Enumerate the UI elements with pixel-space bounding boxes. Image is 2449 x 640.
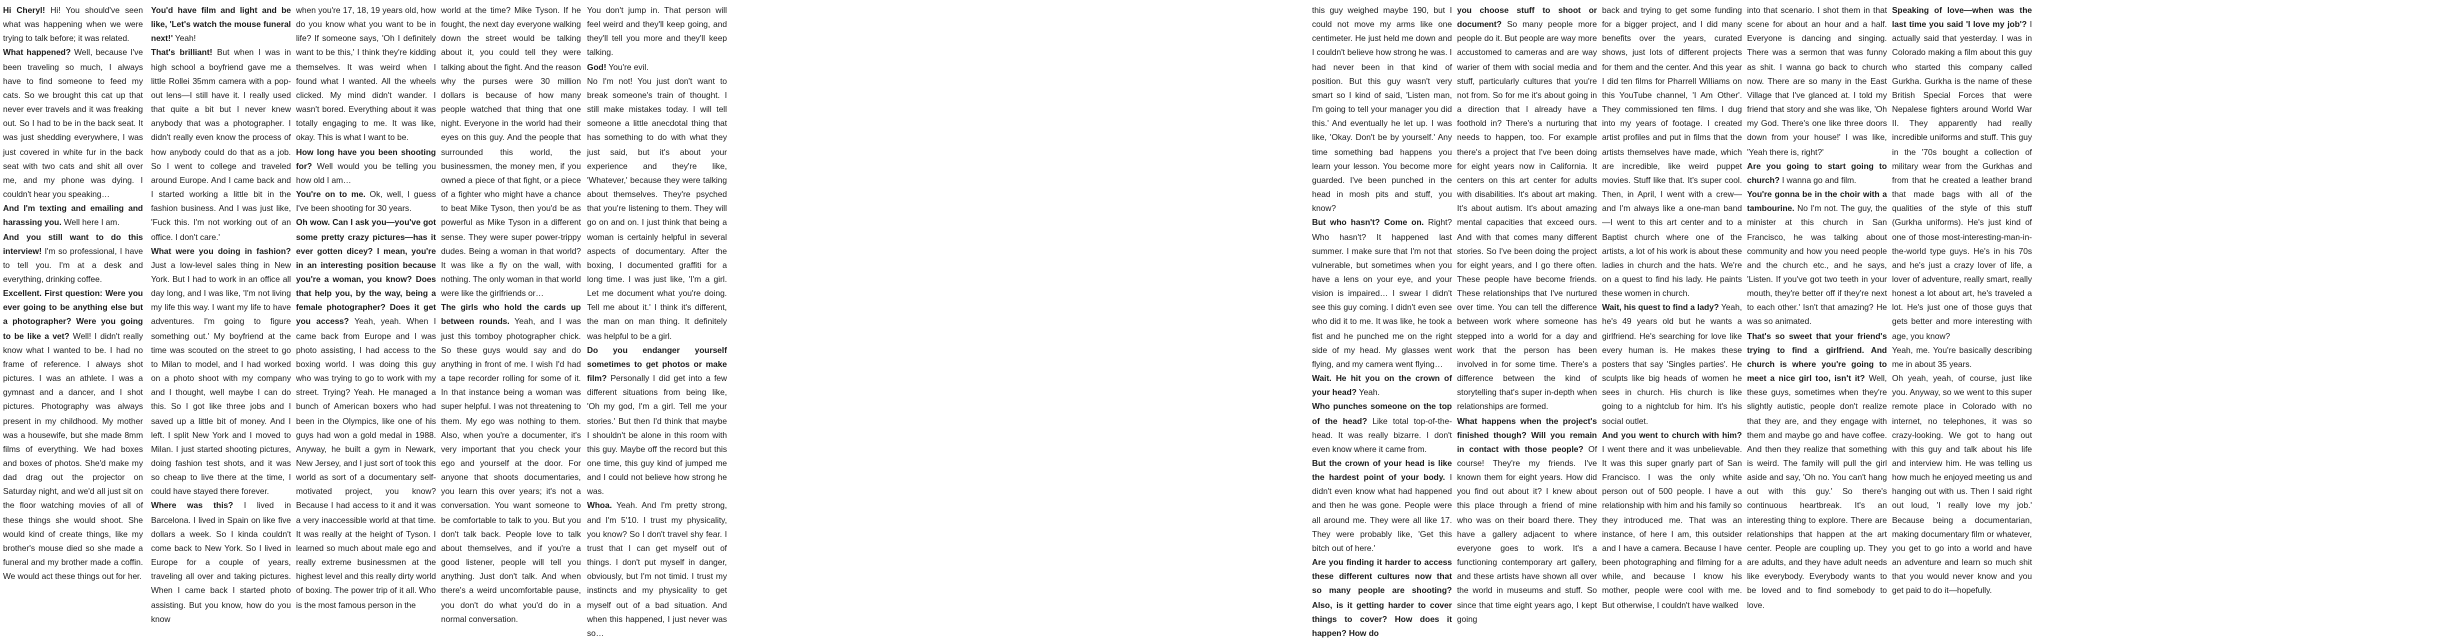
interview-question: Where was this? bbox=[151, 500, 234, 511]
interview-answer: Yeah, and I was just this tomboy photographer chick. So these guys would say and do anything in front of me. I wish I'd had a tape recorder rolling for some of it. In that instance being a woman was super helpful. I was not threatening to them. My ego was nothing to them. Also, when you're a documenter, it's very important that you check your ego and yourself at the door. For anyone that shoots documentaries, you learn this over years; it's not a conversation. You want someone to be comfortable to talk to you. But you don't talk back. People love to talk about themselves, and if you're a good listener, people will tell you anything. Just don't talk. And when there's a weird uncomfortable pause, you don't do what you'd do in a normal conversation. bbox=[441, 316, 582, 624]
interview-answer: I lived in Barcelona. I lived in Spain on like five dollars a week. So I kinda couldn't come back to New York. So I lived in Europe for a couple of years, traveling all over and taking pictures. When I came back I started photo assisting. But you know, how do you know bbox=[151, 500, 292, 624]
interview-paragraph bbox=[151, 244, 291, 499]
interview-question: What happened? bbox=[3, 47, 71, 58]
interview-answer: back and trying to get some funding for a bigger project, and I did many benefits over the years, curated shows, just lots of different projects for them and the center. And this year I did ten films for Pharrell Williams on this YouTube channel, 'I Am Other'. They commissioned ten films. I dug into my years of footage. I created artist profiles and put in films that the artists themselves have made, which are incredible, like weird puppet movies. Stuff like that. It's super cool. Then, in April, I went with a crew—and I'm always like a one-man band—I went to this art center and to a Baptist church where one of the artists, a lot of his work is about these ladies in church and the hats. We're on a quest to find his lady. He paints these women in church. bbox=[1602, 5, 1742, 299]
interview-paragraph bbox=[441, 300, 581, 626]
interview-paragraph bbox=[1602, 3, 1742, 300]
interview-paragraph bbox=[1747, 187, 1887, 329]
interview-paragraph bbox=[3, 201, 143, 229]
interview-question: That's brilliant! bbox=[151, 47, 213, 58]
interview-question: You'd have film and light and be like, 'Let's watch the mouse funeral next!' bbox=[151, 5, 291, 44]
interview-paragraph bbox=[1312, 555, 1452, 640]
interview-paragraph bbox=[1892, 371, 2032, 598]
text-column bbox=[587, 3, 727, 638]
interview-answer: I actually said that yesterday. I was in Colorado making a film about this guy who started this company called Gurkha. Gurkha is the name of these British Special Forces that were Nepalese fighters around World War II. They apparently had really incredible uniforms and stuff. This guy in the '70s bought a collection of military wear from the Gurkhas and from that he created a leather brand that made bags with all of the qualities of the style of this stuff (Gurkha uniforms). He's just kind of one of those most-interesting-man-in-the-world type guys. He's in his 70s and he's just a crazy lover of life, a lover of adventure, really smart, really honest a lot about art, he's traveled a lot. He's just one of those guys that gets better and more interesting with age, you know? bbox=[1892, 19, 2032, 341]
interview-answer: Yeah! bbox=[174, 33, 196, 44]
interview-question: Whoa. bbox=[587, 500, 612, 511]
interview-answer: Well! I didn't really know what I wanted to be. I had no frame of reference. I always shot pictures. I was an athlete. I was a gymnast and a dancer, and I shot pictures. Photography was always present in my childhood. My mother was a housewife, but she made 8mm films of everything. We had boxes and boxes of photos. She'd make my dad drag out the projector on Saturday night, and we'd all just sit on the floor watching movies of all of these things she would shoot. She would kind of create things, like my brother's mouse died so she made a funeral and my brother made a coffin. We would act these things out for her. bbox=[3, 330, 143, 582]
text-column bbox=[1312, 3, 1452, 638]
interview-question: Wait. He hit you on the crown of your head? bbox=[1312, 373, 1452, 398]
text-column bbox=[441, 3, 582, 624]
interview-answer: Like total top-of-the-head. It was really bizarre. I don't even know where it came from. bbox=[1312, 415, 1452, 454]
text-column bbox=[296, 3, 436, 610]
interview-answer: Ok, well, I guess I've been shooting for 30 years. bbox=[296, 189, 436, 214]
interview-paragraph bbox=[1747, 329, 1887, 612]
interview-answer: No I'm not. The guy, the minister at this church in San Francisco, he was talking about community and how you need people and the church etc., and he says, 'Listen. If you've got two teeth in your mouth, they're better off if they're next to each other.' Isn't that amazing? He was so animated. bbox=[1747, 203, 1887, 327]
interview-question: That's so sweet that your friend's trying to find a girlfriend. And church is where you're going to meet a nice girl too, isn't it? bbox=[1747, 330, 1887, 384]
interview-paragraph bbox=[1312, 3, 1452, 215]
text-column bbox=[1457, 3, 1598, 624]
interview-paragraph bbox=[587, 3, 727, 60]
interview-paragraph bbox=[1747, 159, 1887, 187]
interview-question: Wait, his quest to find a lady? bbox=[1602, 302, 1719, 313]
interview-answer: when you're 17, 18, 19 years old, how do you know what you want to be in life? If someone says, 'Oh I definitely want to be this,' I think they're kidding themselves. It was weird when I found what I wanted. All the wheels clicked. My mind didn't wander. I wasn't bored. Everything about it was totally engaging to me. It was like, okay. This is what I want to be. bbox=[296, 5, 436, 143]
interview-question: Are you finding it harder to access these different cultures now that so many people are shooting? Also, is it getting harder to cover things to cover? How does it happen? How do bbox=[1312, 557, 1452, 638]
interview-answer: Of course! They're my friends. I've known them for eight years. How did you find out about it? I knew about this place through a friend of mine who was on their board there. They have a gallery adjacent to where everyone goes to work. It's a functioning contemporary art gallery, and these artists have shown all over the world in museums and stuff. So since that time eight years ago, I kept going bbox=[1457, 443, 1597, 624]
interview-question: Excellent. First question: Were you ever going to be anything else but a photographer? Were you going to be like a vet? bbox=[3, 288, 143, 341]
interview-answer: Yeah. And I'm pretty strong, and I'm 5'10. I trust my physicality, you know? So I don't travel shy fear. I trust that I can get myself out of things. I don't put myself in danger, obviously, but I'm not timid. I trust my instincts and my physicality to get myself out of a bad situation. And when this happened, I just never was so… bbox=[587, 500, 727, 638]
interview-paragraph bbox=[296, 187, 436, 215]
interview-paragraph bbox=[1312, 371, 1452, 399]
interview-answer: into that scenario. I shot them in that scene for about an hour and a half. Everyone is dancing and singing. There was a sermon that was funny as shit. I wanna go back to church now. There are so many in the East Village that I've glanced at. I told my friend that story and she was like, 'Oh my God. There's one like three doors down from your house!' I was like, 'Yeah there is, right?' bbox=[1747, 5, 1887, 157]
interview-question: God! bbox=[587, 61, 607, 72]
interview-question: But the crown of your head is like the hardest point of your body. bbox=[1312, 458, 1452, 483]
interview-question: And you still want to do this interview! bbox=[3, 231, 143, 256]
interview-paragraph bbox=[151, 498, 291, 625]
interview-paragraph bbox=[1312, 399, 1452, 456]
interview-answer: I went there and it was unbelievable. It was this super gnarly part of San Francisco. I was the only white person out of 500 people. I have a relationship with him and his family so they introduced me. That was an instance, of here I am, this outsider and I have a camera. Because I have been photographing and filming for a while, and because I know his mother, people were cool with me. But otherwise, I couldn't have walked bbox=[1602, 443, 1742, 610]
interview-paragraph bbox=[151, 3, 291, 45]
interview-question: you choose stuff to shoot or document? bbox=[1457, 5, 1597, 30]
interview-question: Do you endanger yourself sometimes to get photos or make film? bbox=[587, 344, 727, 384]
interview-paragraph bbox=[1602, 300, 1742, 427]
interview-answer: I wanna go and film. bbox=[1782, 174, 1857, 185]
interview-answer: You don't jump in. That person will feel weird and they'll keep going, and they'll tell you more and they'll keep talking. bbox=[587, 5, 727, 58]
interview-paragraph bbox=[3, 230, 143, 287]
interview-paragraph bbox=[1312, 456, 1452, 555]
interview-answer: Oh yeah, yeah, of course, just like you. Anyway, so we went to this super remote place in Colorado with no internet, no telephones, it was so crazy-looking. We got to hang out with this guy and talk about his life and interview him. He was telling us how much he enjoyed meeting us and hanging out with us. Then I said right out loud, 'I really love my job.' Because being a documentarian, making documentary film or whatever, you get to go into a world and have an adventure and learn so much shit that you would never know and you get paid to do it—hopefully. bbox=[1892, 373, 2032, 596]
interview-question: You're gonna be in the choir with a tambourine. bbox=[1747, 189, 1887, 214]
interview-question: You're on to me. bbox=[296, 189, 366, 200]
interview-question: And you went to church with him? bbox=[1602, 429, 1742, 440]
interview-paragraph bbox=[296, 215, 436, 611]
interview-answer: Yeah, he's 49 years old but he wants a girlfriend. He's searching for love like every human is. He makes these posters that say 'Singles parties'. He sculpts like big heads of women he sees in church. His church is like going to a nightclub for him. It's his social outlet. bbox=[1602, 302, 1743, 426]
interview-question: Speaking of love—when was the last time you said 'I love my job'? bbox=[1892, 5, 2032, 30]
interview-question: Who punches someone on the top of the head? bbox=[1312, 401, 1452, 426]
interview-paragraph bbox=[587, 74, 727, 343]
interview-paragraph bbox=[441, 3, 581, 300]
interview-answer: Yeah, yeah. When I came back from Europe and I was photo assisting, I had access to the boxing world. I was doing this guy who was trying to go to work with my street. Trying? Yeah. He managed a bunch of American boxers who had been in the Olympics, like one of his guys had won a gold medal in 1988. Anyway, he built a gym in Newark, New Jersey, and I just sort of took this world as sort of a documentary self-motivated project, you know? Because I had access to it and it was a very inaccessible world at that time. It was really at the height of Tyson. I learned so much about male ego and really extreme businessmen at the highest level and this really dirty world of boxing. The power trip of it all. Who is the most famous person in the bbox=[296, 316, 436, 610]
interview-paragraph bbox=[296, 145, 436, 187]
interview-question: The girls who hold the cards up between rounds. bbox=[441, 302, 581, 327]
interview-answer: Right? Who hasn't? It happened last summer. I make sure that I'm not that vulnerable, but sometimes when you have a lens on your eye, and your vision is impaired… I swear I didn't see this guy coming. I didn't even see who did it to me. It was like, he took a fist and he punched me on the right side of my head. My glasses went flying, and my camera went flying… bbox=[1312, 217, 1452, 369]
text-column bbox=[1747, 3, 1887, 610]
interview-answer: Yeah, me. You're basically describing me in about 35 years. bbox=[1892, 344, 2032, 369]
interview-answer: I'm so professional, I have to tell you. I'm at a desk and everything, drinking coffee. bbox=[3, 245, 143, 284]
interview-answer: But when I was in high school a boyfriend gave me a little Rollei 35mm camera with a pop-out lens—I still have it. I really used that quite a bit but I never knew anybody that was a photographer. I didn't really even know the process of how anybody could do that as a job. So I went to college and traveled around Europe. And I came back and I started working a little bit in the fashion business. And I was just like, 'Fuck this. I'm not working out of an office. I don't care.' bbox=[151, 47, 291, 242]
interview-paragraph bbox=[296, 3, 436, 145]
interview-question: How long have you been shooting for? bbox=[296, 146, 436, 171]
interview-question: And I'm texting and emailing and harassing you. bbox=[3, 203, 143, 228]
interview-question: Hi Cheryl! bbox=[3, 5, 46, 15]
text-column bbox=[3, 3, 143, 597]
interview-answer: Well would you be telling you how old I am… bbox=[296, 160, 436, 185]
interview-paragraph bbox=[3, 3, 143, 45]
interview-paragraph bbox=[1747, 3, 1887, 159]
interview-paragraph bbox=[1892, 343, 2032, 371]
interview-answer: Just a low-level sales thing in New York. But I had to work in an office all day long, and I was like, 'I'm not living my life this way. I want my life to have adventures. I'm going to figure something out.' My boyfriend at the time was scouted on the street to go to Milan to model, and I had worked on a photo shoot with my company and I thought, well maybe I can do this. So I got like three jobs and I saved up a little bit of money. And I left. I split New York and I moved to Milan. I just started shooting pictures, doing fashion test shots, and it was so cheap to live there at the time, I could have stayed there forever. bbox=[151, 259, 291, 497]
interview-question: What happens when the project's finished though? Will you remain in contact with those people? bbox=[1457, 415, 1597, 454]
interview-answer: Well here I am. bbox=[63, 217, 120, 228]
interview-paragraph bbox=[1602, 428, 1742, 612]
interview-question: Oh wow. Can I ask you—you've got some pretty crazy pictures—has it ever gotten dicey? I mean, you're in an interesting position because you're a woman, you know? Does that help you, by the way, being a female photographer? Does it get you access? bbox=[296, 217, 436, 327]
interview-paragraph bbox=[1312, 215, 1452, 371]
interview-question: Are you going to start going to church? bbox=[1747, 160, 1887, 185]
interview-answer: this guy weighed maybe 190, but I could not move my arms like one centimeter. He just held me down and I couldn't believe how strong he was. I had never been in that kind of position. But this guy wasn't very smart so I kind of said, 'Listen man, I'm going to tell your manager you did this.' And eventually he let up. I was like, 'Okay. Don't be by yourself.' Any time something bad happens you learn your lesson. You become more guarded. I've been punched in the head in mosh pits and stuff, you know? bbox=[1312, 5, 1452, 214]
interview-answer: Well, because I've been traveling so much, I always have to find someone to feed my cats. So we brought this cat up that never ever travels and it was freaking out. So I had to be in the back seat. It was just shedding everywhere, I was just covered in white fur in the back seat with two cats and shit all over me, and my phone was dying. I couldn't hear you speaking… bbox=[3, 47, 144, 200]
interview-answer: Personally I did get into a few different situations from being like, 'Oh my god, I'm a girl. Tell me your stories.' But then I'd think that maybe I shouldn't be alone in this room with this guy. Maybe off the record but this one time, this guy kind of jumped me and I could not believe how strong he was. bbox=[587, 373, 727, 497]
interview-paragraph bbox=[3, 45, 143, 201]
interview-answer: Well, these guys, sometimes when they're slightly autistic, people don't realize that they are, and they engage with them and maybe go and have coffee. And then they realize that something is weird. The family will pull the girl aside and say, 'Oh no. You can't hang out with this guy.' So there's continuous heartbreak. It's an interesting thing to explore. There are relationships that happen at the art center. People are coupling up. They are adults, and they have adult needs like everybody. Everybody wants to be loved and to find somebody to love. bbox=[1747, 373, 1887, 610]
interview-paragraph bbox=[587, 343, 727, 499]
interview-paragraph bbox=[1892, 3, 2032, 343]
text-column bbox=[1892, 3, 2032, 597]
text-column bbox=[1602, 3, 1743, 610]
interview-paragraph bbox=[1457, 3, 1597, 414]
interview-answer: Yeah. bbox=[1358, 387, 1380, 398]
interview-answer: Hi! You should've seen what was happening when we were trying to talk before; it was related. bbox=[3, 5, 143, 44]
interview-answer: No I'm not! You just don't want to break someone's train of thought. I still make mistakes today. I will tell someone a little anecdotal thing that has something to do with what they just said, but it's about your experience and they're like, 'Whatever,' because they were talking about themselves. They're psyched that you're listening to them. They will go on and on. I just think that being a woman is certainly helpful in several aspects of documentary. After the boxing, I documented graffiti for a long time. I was just like, 'I'm a girl. Let me document what you're doing. Tell me about it.' I think it's different, the man on man thing. It definitely was helpful to be a girl. bbox=[587, 75, 727, 341]
interview-question: But who hasn't? Come on. bbox=[1312, 217, 1424, 228]
interview-answer: world at the time? Mike Tyson. If he fought, the next day everyone walking down the street would be talking about it, you could tell they were talking about the fight. And the reason why the purses were 30 million dollars is because of how many people watched that thing that one night. Everyone in the world had their eyes on this guy. And the people that surrounded this world, the businessmen, the money men, if you owned a piece of that fight, or a piece of a fighter who might have a chance to beat Mike Tyson, then you'd be as powerful as Mike Tyson in a different sense. They were super power-trippy dudes. Being a woman in that world? It was like a fly on the wall, with nothing. The only woman in that world were like the girlfriends or… bbox=[441, 5, 581, 299]
interview-paragraph bbox=[587, 498, 727, 640]
interview-answer: I didn't even know what had happened and then he was gone. People were all around me. They were all like 17. They were probably like, 'Get this bitch out of here.' bbox=[1312, 472, 1452, 553]
interview-paragraph bbox=[3, 286, 143, 583]
interview-paragraph bbox=[587, 60, 727, 74]
interview-question: What were you doing in fashion? bbox=[151, 245, 291, 256]
interview-paragraph bbox=[1457, 414, 1597, 626]
interview-answer: You're evil. bbox=[608, 61, 649, 72]
text-column bbox=[151, 3, 292, 624]
interview-paragraph bbox=[151, 45, 291, 243]
interview-answer: So many people more people do it. But people are way more accustomed to cameras and are way warier of them with social media and stuff, particularly cultures that you're not from. So for me it's about going in a direction that I already have a foothold in? There's a nurturing that needs to happen, too. For example there's a project that I've been doing for eight years now in California. It centers on this art center for adults with disabilities. It's about art making. It's about autism. It's about amazing mental capacities that exceed ours. And with that comes many different stories. So I've been doing the project for eight years, and I go there often. These people have become friends. These relationships that I've nurtured over time. You can tell the difference between work where someone has stepped into a world for a day and work that the person has been involved in for some time. There's a difference between the kind of storytelling that's super in-depth when relationships are formed. bbox=[1457, 19, 1598, 412]
